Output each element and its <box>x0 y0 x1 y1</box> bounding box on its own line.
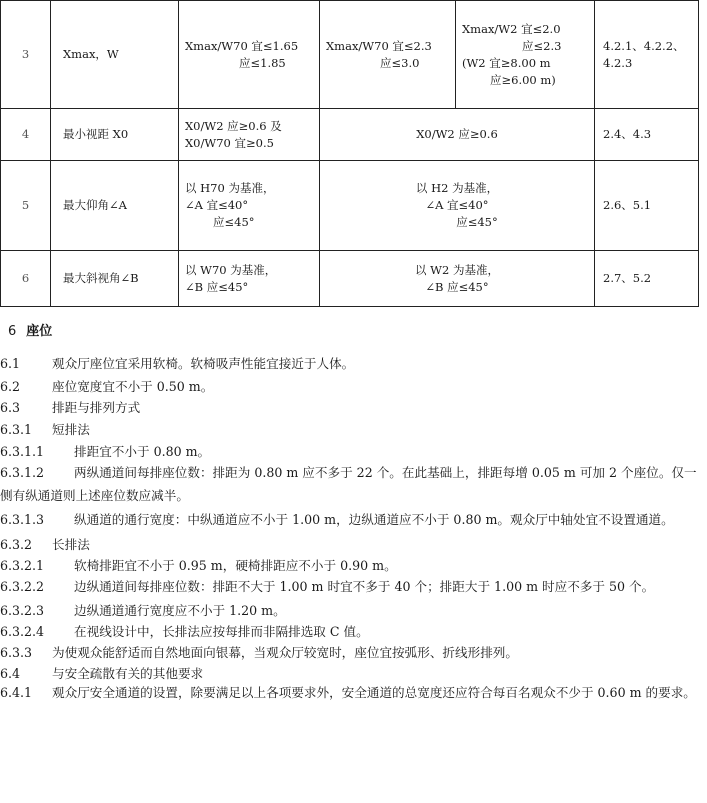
clause-text: 长排法 <box>52 536 90 552</box>
cell-line: Xmax/W70 宜≤1.65 <box>185 38 299 53</box>
clause-number: 6.3 <box>0 400 21 415</box>
row-item-name: Xmax，W <box>51 1 179 109</box>
clause-number: 6.4 <box>0 666 21 681</box>
section-number: 6 <box>8 324 17 339</box>
cell-line: 以 W70 为基准， <box>185 262 277 277</box>
table-cell <box>456 1 595 109</box>
section-heading <box>8 320 52 339</box>
clause-number: 6.3.2.2 <box>0 578 45 594</box>
cell-line: 应≤45° <box>213 215 255 229</box>
clause-reference: 2.4、4.3 <box>595 109 699 161</box>
row-number: 4 <box>1 109 51 161</box>
clause-text: 观众厅座位宜采用软椅。软椅吸声性能宜接近于人体。 <box>52 356 355 371</box>
clause-text: 短排法 <box>52 422 90 437</box>
clause-number: 6.3.1.3 <box>0 512 45 527</box>
clause-text: 观众厅安全通道的设置，除要满足以上各项要求外，安全通道的总宽度还应符合每百名观众不少于 0.60 m 的要求。 <box>52 685 696 700</box>
cell-line: ∠B 应≤45° <box>425 279 489 294</box>
clause-text: 与安全疏散有关的其他要求 <box>52 666 204 681</box>
row-number: 5 <box>1 161 51 251</box>
table-cell <box>320 1 456 109</box>
clause-text: 纵通道的通行宽度：中纵通道应不小于 1.00 m，边纵通道应不小于 0.80 m。观众厅中轴处宜不设置通道。 <box>74 512 674 527</box>
clause-paragraph <box>0 576 700 599</box>
clause-reference <box>595 1 699 109</box>
cell-line: Xmax/W70 宜≤2.3 <box>326 38 432 53</box>
clause-number: 6.3.2.1 <box>0 557 45 573</box>
clause-reference: 2.7、5.2 <box>595 251 699 307</box>
table-cell <box>179 1 320 109</box>
cell-line: 应≤3.0 <box>380 55 420 70</box>
cell-line: 以 H2 为基准， <box>415 181 499 195</box>
cell-line: ∠A 宜≤40° <box>425 198 489 212</box>
clause-number: 6.3.1 <box>0 422 33 437</box>
clause-number: 6.4.1 <box>0 685 33 700</box>
section-title: 座位 <box>26 324 53 339</box>
clause-number: 6.3.2 <box>0 536 33 552</box>
clause-text: 在视线设计中，长排法应按每排而非隔排选取 C 值。 <box>74 624 369 639</box>
table-cell <box>179 109 320 161</box>
clause-paragraph <box>0 642 700 661</box>
clause-number: 6.1 <box>0 356 21 371</box>
clause-text: 软椅排距宜不小于 0.95 m，硬椅排距应不小于 0.90 m。 <box>74 557 397 573</box>
clause-paragraph <box>0 555 700 574</box>
table-cell-merged: X0/W2 应≥0.6 <box>320 109 595 161</box>
table-cell-merged <box>320 251 595 307</box>
clause-paragraph <box>0 397 700 416</box>
table-row <box>1 109 699 161</box>
clause-number: 6.3.2.3 <box>0 603 45 618</box>
clause-text: 排距宜不小于 0.80 m。 <box>74 444 211 459</box>
clause-paragraph <box>0 419 700 438</box>
table-cell-merged <box>320 161 595 251</box>
clause-number: 6.2 <box>0 379 21 394</box>
clause-reference: 2.6、5.1 <box>595 161 699 251</box>
cell-line: ∠A 宜≤40° <box>185 198 249 212</box>
clause-paragraph <box>0 441 700 460</box>
cell-line: 应≤45° <box>456 215 498 229</box>
cell-line: 4.2.1、4.2.2、 <box>603 38 685 53</box>
section-body <box>0 353 700 700</box>
clause-text: 边纵通道间每排座位数：排距不大于 1.00 m 时宜不多于 40 个；排距大于 1.00 m 时应不多于 50 个。 <box>74 578 655 594</box>
clause-number: 6.3.3 <box>0 645 33 660</box>
clause-number: 6.3.1.1 <box>0 444 45 459</box>
cell-line: 以 H70 为基准， <box>185 181 275 195</box>
clause-paragraph <box>0 663 700 682</box>
clause-paragraph <box>0 509 700 532</box>
row-number: 3 <box>1 1 51 109</box>
cell-line: 4.2.3 <box>603 55 633 70</box>
clause-paragraph <box>0 600 700 619</box>
cell-line: 应≤2.3 <box>522 38 562 53</box>
clause-text: 边纵通道通行宽度应不小于 1.20 m。 <box>74 603 286 618</box>
clause-text: 排距与排列方式 <box>52 400 141 415</box>
cell-line: (W2 宜≥8.00 m <box>462 55 551 70</box>
clause-text: 座位宽度宜不小于 0.50 m。 <box>52 379 214 394</box>
table-row <box>1 251 699 307</box>
clause-paragraph <box>0 682 700 705</box>
row-item-name: 最大仰角∠A <box>51 161 179 251</box>
clause-number: 6.3.1.2 <box>0 465 45 480</box>
clause-text: 为使观众能舒适而自然地面向银幕，当观众厅较宽时，座位宜按弧形、折线形排列。 <box>52 645 518 660</box>
table-cell <box>179 251 320 307</box>
row-item-name: 最大斜视角∠B <box>51 251 179 307</box>
cell-line: 以 W2 为基准， <box>415 262 499 277</box>
cell-line: Xmax/W2 宜≤2.0 <box>462 21 561 36</box>
clause-text: 两纵通道间每排座位数：排距为 0.80 m 应不多于 22 个。在此基础上，排距每增 0.05 m 可加 2 个座位。仅一侧有纵通道则上述座位数应减半。 <box>0 465 697 503</box>
clause-paragraph <box>0 462 700 507</box>
row-number: 6 <box>1 251 51 307</box>
clause-number: 6.3.2.4 <box>0 624 45 639</box>
cell-line: X0/W70 宜≥0.5 <box>185 135 274 150</box>
cell-line: 应≤1.85 <box>239 55 286 70</box>
table-row <box>1 161 699 251</box>
clause-paragraph <box>0 353 700 372</box>
table-row <box>1 1 699 109</box>
sightline-requirements-table <box>0 0 699 307</box>
cell-line: ∠B 应≤45° <box>185 279 249 294</box>
row-item-name: 最小视距 X0 <box>51 109 179 161</box>
cell-line: 应≥6.00 m) <box>490 72 556 87</box>
cell-line: X0/W2 应≥0.6 及 <box>185 118 282 133</box>
table-cell <box>179 161 320 251</box>
clause-paragraph <box>0 376 700 395</box>
clause-paragraph <box>0 621 700 640</box>
clause-paragraph <box>0 534 700 553</box>
